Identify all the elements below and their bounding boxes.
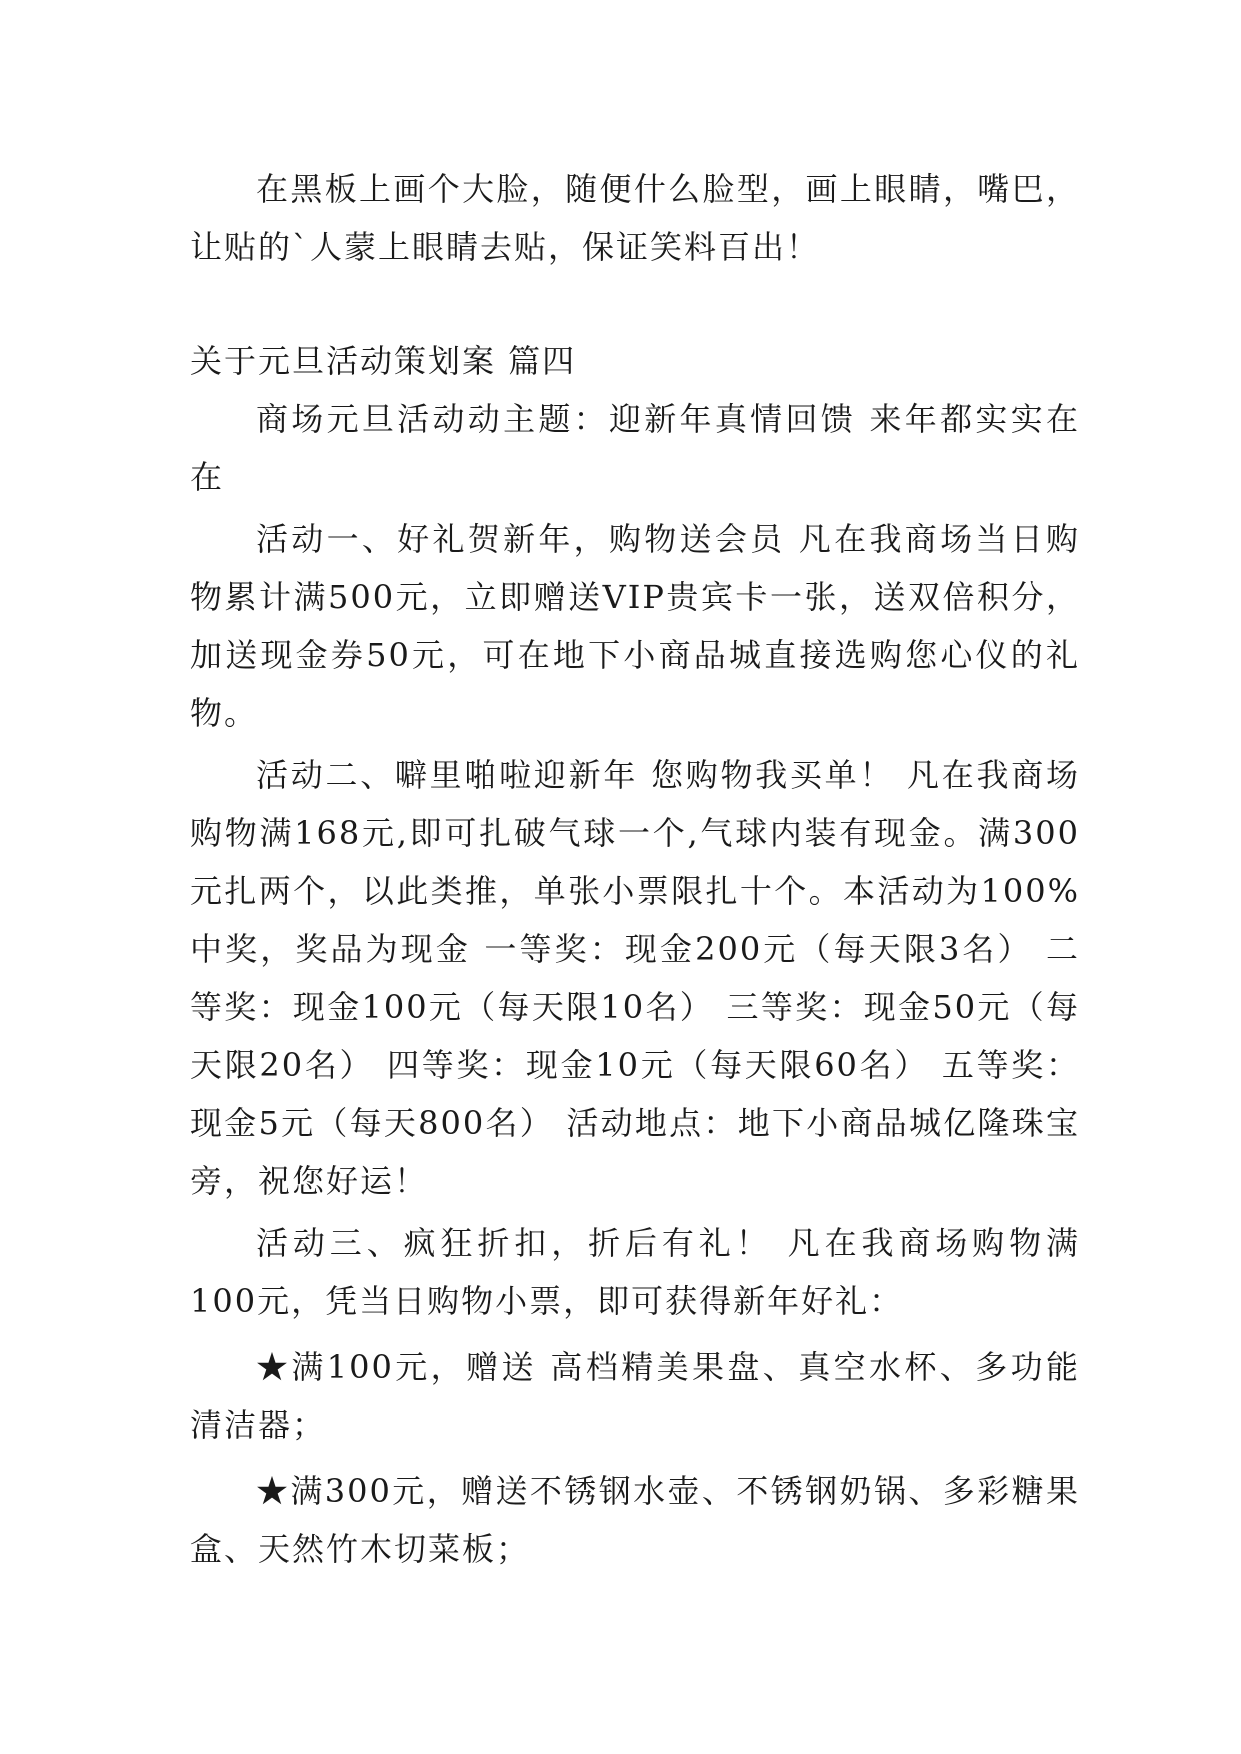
spacer	[190, 1330, 1080, 1338]
list-item-gift-100: ★满100元，赠送 高档精美果盘、真空水杯、多功能清洁器；	[190, 1348, 1080, 1444]
paragraph-theme: 商场元旦活动动主题：迎新年真情回馈 来年都实实在在	[190, 400, 1080, 496]
document-page	[190, 160, 1080, 1578]
section-heading: 关于元旦活动策划案 篇四	[190, 342, 577, 380]
spacer	[190, 276, 1080, 332]
list-item-gift-300: ★满300元，赠送不锈钢水壶、不锈钢奶锅、多彩糖果盒、天然竹木切菜板；	[190, 1472, 1080, 1568]
spacer	[190, 1454, 1080, 1462]
paragraph-activity-three: 活动三、疯狂折扣，折后有礼！ 凡在我商场购物满100元，凭当日购物小票，即可获得新年好礼：	[190, 1224, 1080, 1320]
paragraph-activity-two: 活动二、噼里啪啦迎新年 您购物我买单！ 凡在我商场购物满168元,即可扎破气球一个,气球内装有现金。满300元扎两个，以此类推，单张小票限扎十个。本活动为100%中奖，奖品为现金 一等奖：现金200元（每天限3名） 二等奖：现金100元（每天限10名） 三等奖：现金50元（每天限20名） 四等奖：现金10元（每天限60名） 五等奖：现金5元（每天800名） 活动地点：地下小商品城亿隆珠宝旁，祝您好运！	[190, 756, 1080, 1200]
paragraph-activity-one: 活动一、好礼贺新年，购物送会员 凡在我商场当日购物累计满500元，立即赠送VIP贵宾卡一张，送双倍积分，加送现金券50元，可在地下小商品城直接选购您心仪的礼物。	[190, 520, 1080, 732]
paragraph-face-game: 在黑板上画个大脸，随便什么脸型，画上眼睛，嘴巴，让贴的`人蒙上眼睛去贴，保证笑料百出！	[190, 170, 1080, 266]
